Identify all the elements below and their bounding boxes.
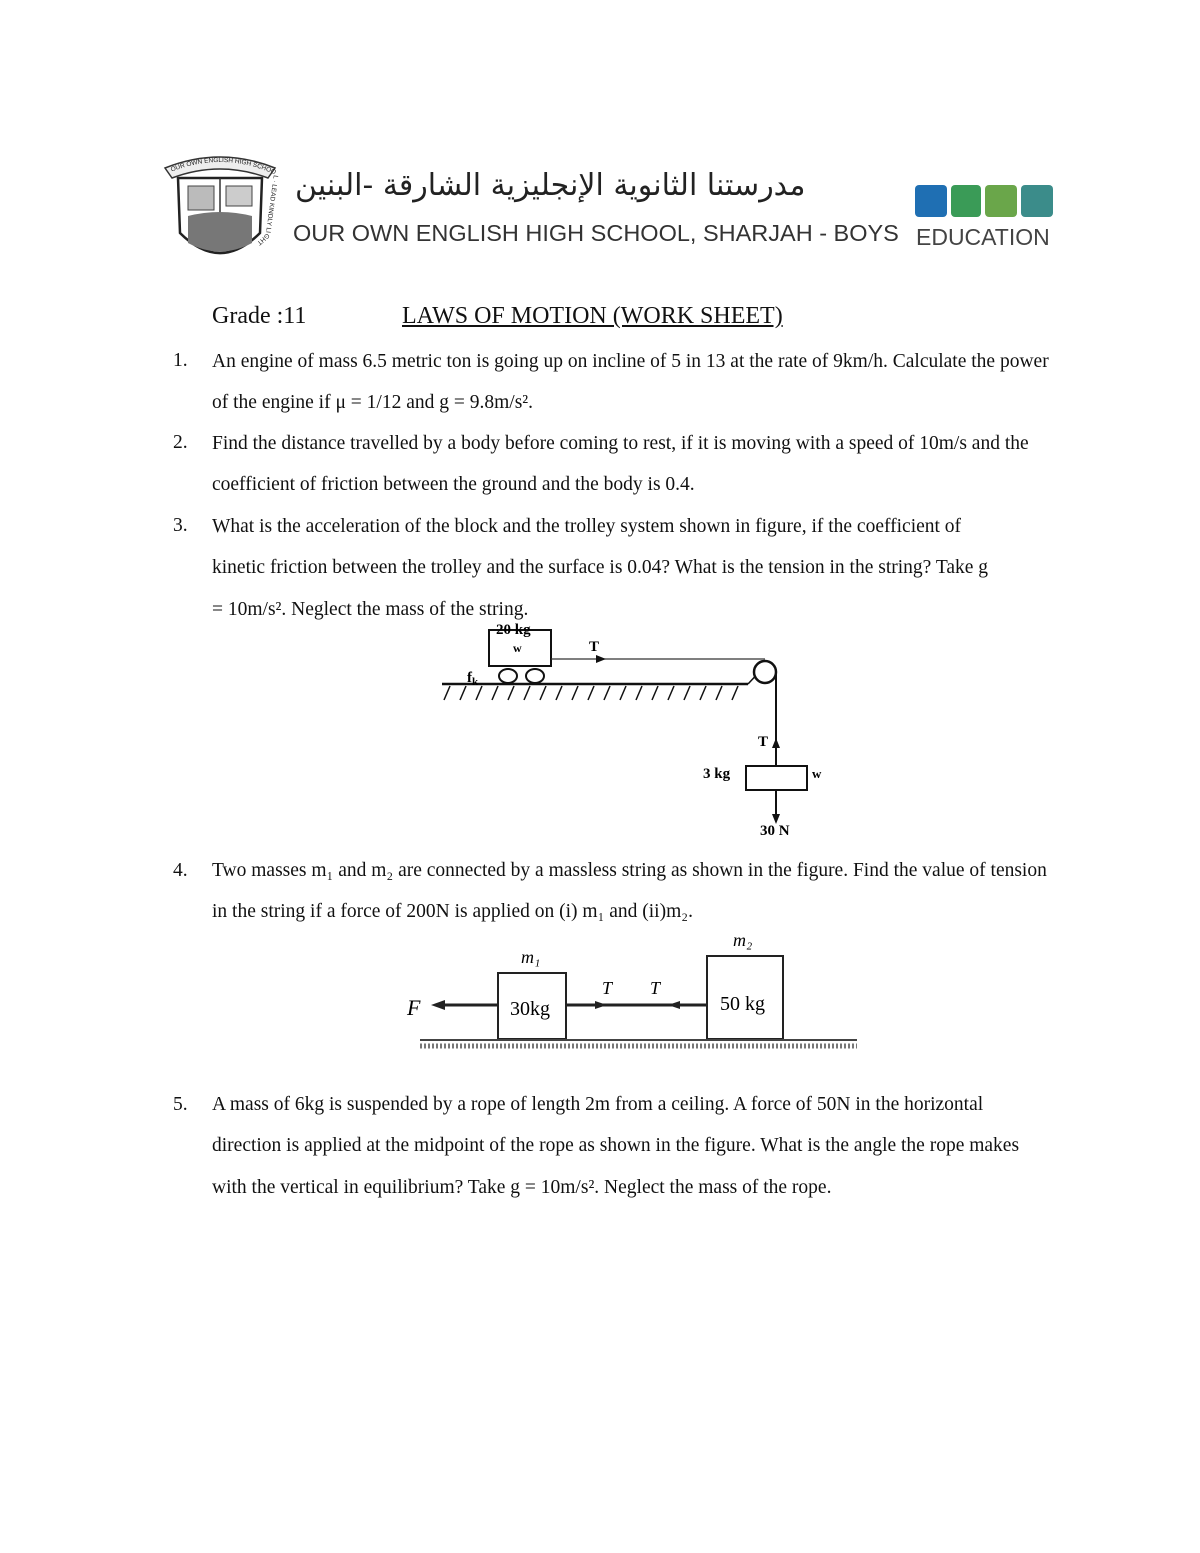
hanging-mass-label: 3 kg — [703, 766, 731, 782]
grade-label: Grade :11 — [212, 303, 307, 329]
school-crest-logo — [160, 148, 280, 273]
force-label: F — [407, 995, 421, 1020]
force-label: 30 N — [760, 823, 790, 839]
question-number: 5. — [173, 1094, 188, 1115]
figure-trolley-pulley — [430, 618, 840, 843]
mass1-label: 30kg — [510, 998, 550, 1020]
gems-logo — [915, 183, 1055, 219]
question-text: Find the distance travelled by a body before coming to rest, if it is moving with a speed of 10m/s and the coefficient of friction between the ground and the body is 0.4. — [212, 433, 1029, 496]
question-number: 2. — [173, 432, 188, 453]
worksheet-title: LAWS OF MOTION (WORK SHEET) — [402, 303, 783, 329]
school-name: OUR OWN ENGLISH HIGH SCHOOL, SHARJAH - BOYS — [293, 220, 899, 246]
question-text: What is the acceleration of the block and the trolley system shown in figure, if the coefficient of kinetic friction between the trolley and the surface is 0.04? What is the tension in the string? Take g = 10m/s². Neglect the mass of the string. — [212, 516, 989, 620]
friction-label: $f_k$ — [467, 670, 479, 688]
question-text: A mass of 6kg is suspended by a rope of length 2m from a ceiling. A force of 50N in the horizontal direction is applied at the midpoint of the rope as shown in the figure. What is the angle the rope makes with the vertical in equilibrium? Take g = 10m/s². Neglect the mass of the rope. — [212, 1094, 1020, 1198]
question-text: An engine of mass 6.5 metric ton is going up on incline of 5 in 13 at the rate of 9km/h. Calculate the power of the engine if μ = 1/12 and g = 9.8m/s². — [212, 351, 1049, 414]
tension-horizontal-label: T — [589, 639, 600, 655]
school-name-arabic: مدرستنا الثانوية الإنجليزية الشارقة -البنين — [295, 168, 806, 203]
tension-vertical-label: T — [758, 734, 769, 750]
figure-two-masses — [395, 925, 865, 1060]
question-number: 3. — [173, 515, 188, 536]
trolley-weight-label: w — [513, 641, 522, 655]
mass2-label: 50 kg — [720, 993, 765, 1015]
question-number: 1. — [173, 350, 188, 371]
crest-text: OUR OWN ENGLISH HIGH SCHOOL · LEAD KINDLY LIGHT — [169, 156, 279, 247]
tension-label-2: T — [650, 978, 661, 998]
m2-label: m₂ — [733, 930, 753, 950]
question-text: Two masses m₁ and m₂ are connected by a massless string as shown in the figure. Find the value of tension in the string if a force of 200N is applied on (i) m₁ and (ii)m₂. — [212, 860, 1047, 923]
trolley-mass-label: 20 kg — [496, 622, 531, 638]
gems-education-label: EDUCATION — [916, 224, 1050, 250]
tension-label-1: T — [602, 978, 613, 998]
hanging-weight-label: w — [812, 766, 822, 781]
m1-label: m₁ — [521, 947, 541, 967]
question-number: 4. — [173, 860, 188, 881]
